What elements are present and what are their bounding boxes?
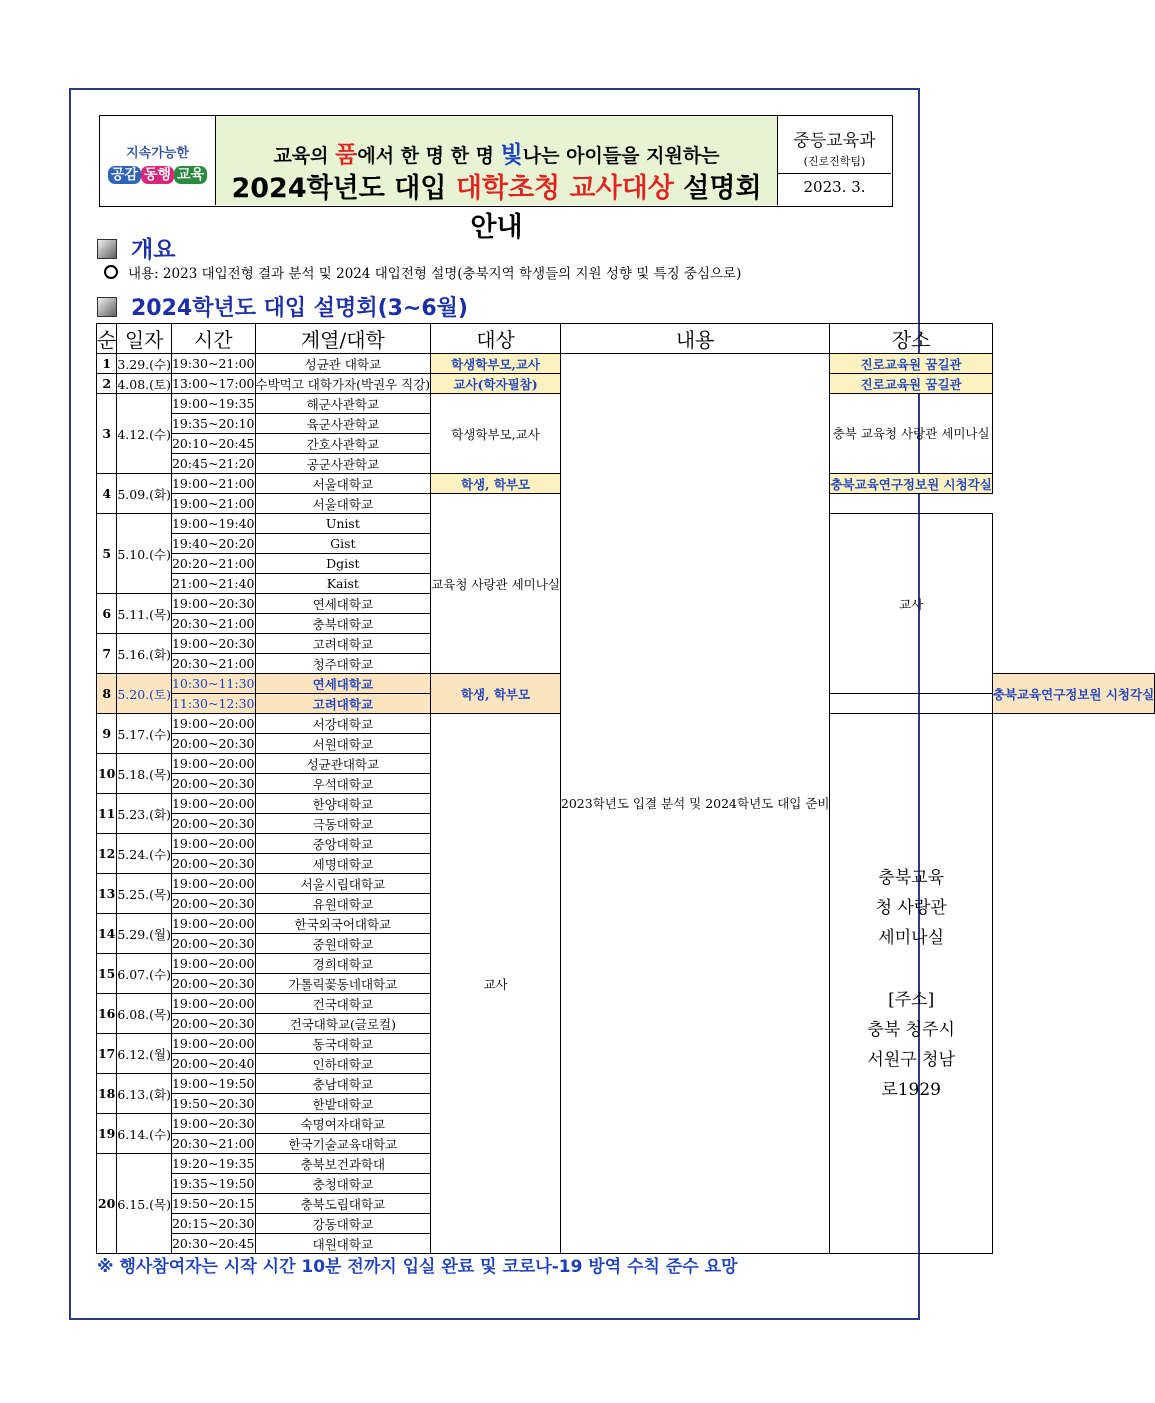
event-date: 5.25.(목) [117,874,172,914]
university-name: 충남대학교 [255,1074,431,1094]
time-slot: 11:30~12:30 [171,694,255,714]
issue-date: 2023. 3. [803,178,866,196]
time-slot: 19:00~20:00 [171,714,255,734]
university-name: 건국대학교 [255,994,431,1014]
time-slot: 19:40~20:20 [171,534,255,554]
university-name: Dgist [255,554,431,574]
university-name: 유원대학교 [255,894,431,914]
row-number: 2 [97,374,117,394]
document-header [99,115,893,243]
time-slot: 20:10~20:45 [171,434,255,454]
university-name: 성균관 대학교 [255,354,431,374]
time-slot: 19:30~21:00 [171,354,255,374]
university-name: 한국기술교육대학교 [255,1134,431,1154]
heading-square-icon [97,239,117,259]
time-slot: 21:00~21:40 [171,574,255,594]
time-slot: 19:00~20:30 [171,1114,255,1134]
row-number: 4 [97,474,117,514]
university-name: 숙명여자대학교 [255,1114,431,1134]
time-slot: 19:00~21:00 [171,494,255,514]
row-number: 9 [97,714,117,754]
col-header: 대상 [431,324,561,354]
address-label: [주소] [888,989,935,1010]
time-slot: 20:30~21:00 [171,1134,255,1154]
university-name: 경희대학교 [255,954,431,974]
event-date: 6.15.(목) [117,1154,172,1254]
table-row [97,354,1155,374]
col-header: 시간 [171,324,255,354]
logo-line1: 지속가능한 [126,146,189,161]
time-slot: 10:30~11:30 [171,674,255,694]
subtitle: 교육의 품에서 한 명 한 명 빛나는 아이들을 지원하는 [273,142,720,168]
university-name: 한밭대학교 [255,1094,431,1114]
row-number: 12 [97,834,117,874]
event-date: 5.18.(목) [117,754,172,794]
event-date: 5.09.(화) [117,474,172,514]
row-number: 20 [97,1154,117,1254]
logo-word: 공감 [108,166,141,184]
university-name: 공군사관학교 [255,454,431,474]
event-date: 5.17.(수) [117,714,172,754]
university-name: 동국대학교 [255,1034,431,1054]
col-header: 장소 [830,324,992,354]
target-audience: 학생학부모,교사 [431,394,561,474]
time-slot: 19:00~19:35 [171,394,255,414]
target-audience: 교사 [830,514,992,694]
row-number: 3 [97,394,117,474]
row-number: 13 [97,874,117,914]
venue-main [830,714,992,1254]
time-slot: 19:00~20:30 [171,594,255,614]
venue: 충북교육연구정보원 시청각실 [830,474,992,494]
university-name: 고려대학교 [255,694,431,714]
time-slot: 20:00~20:30 [171,974,255,994]
university-name: 해군사관학교 [255,394,431,414]
overview-heading: 개요 [97,231,175,264]
time-slot: 19:00~20:00 [171,794,255,814]
venue: 충북교육연구정보원 시청각실 [992,674,1154,714]
university-name: 충북대학교 [255,614,431,634]
row-number: 5 [97,514,117,594]
time-slot: 19:00~19:50 [171,1074,255,1094]
target-audience: 교사(학자필참) [431,374,561,394]
university-name: 서울시립대학교 [255,874,431,894]
time-slot: 19:00~20:00 [171,914,255,934]
time-slot: 20:30~21:00 [171,614,255,634]
row-number: 19 [97,1114,117,1154]
logo-words [100,164,215,184]
event-date: 5.24.(수) [117,834,172,874]
row-number: 10 [97,754,117,794]
university-name: 충북보건과학대 [255,1154,431,1174]
logo-word: 교육 [174,166,207,184]
time-slot: 19:20~19:35 [171,1154,255,1174]
time-slot: 19:50~20:30 [171,1094,255,1114]
time-slot: 19:00~20:30 [171,634,255,654]
university-name: 가톨릭꽃동네대학교 [255,974,431,994]
schedule-heading: 2024학년도 대입 설명회(3~6월) [97,291,468,322]
target-audience: 학생, 학부모 [431,474,561,494]
university-name: Unist [255,514,431,534]
row-number: 7 [97,634,117,674]
university-name: 세명대학교 [255,854,431,874]
university-name: 청주대학교 [255,654,431,674]
notice: ※ 행사참여자는 시작 시간 10분 전까지 입실 완료 및 코로나-19 방역 수칙 준수 요망 [97,1257,738,1277]
col-header: 일자 [117,324,172,354]
university-name: 우석대학교 [255,774,431,794]
event-date: 6.08.(목) [117,994,172,1034]
row-number: 8 [97,674,117,714]
event-date: 5.11.(목) [117,594,172,634]
university-name: 대원대학교 [255,1234,431,1254]
university-name: 고려대학교 [255,634,431,654]
event-date: 5.16.(화) [117,634,172,674]
time-slot: 19:00~20:00 [171,834,255,854]
time-slot: 20:15~20:30 [171,1214,255,1234]
time-slot: 20:00~20:30 [171,814,255,834]
event-date: 5.29.(월) [117,914,172,954]
university-name: 강동대학교 [255,1214,431,1234]
row-number: 1 [97,354,117,374]
university-name: 서울대학교 [255,474,431,494]
university-name: 서원대학교 [255,734,431,754]
time-slot: 19:00~20:00 [171,1034,255,1054]
row-number: 17 [97,1034,117,1074]
university-name: 성균관대학교 [255,754,431,774]
university-name: 수박먹고 대학가자(박권우 직강) [255,374,431,394]
target-audience: 학생, 학부모 [431,674,561,714]
venue-name: 충북교육청 사랑관 세미나실 [875,867,947,948]
time-slot: 19:00~20:00 [171,754,255,774]
time-slot: 19:00~20:00 [171,874,255,894]
event-date: 3.29.(수) [117,354,172,374]
time-slot: 19:00~20:00 [171,994,255,1014]
university-name: 한양대학교 [255,794,431,814]
target-audience: 교사 [431,714,561,1254]
schedule-table [96,323,1155,1254]
time-slot: 20:00~20:40 [171,1054,255,1074]
event-date: 6.12.(월) [117,1034,172,1074]
row-number: 6 [97,594,117,634]
time-slot: 19:35~20:10 [171,414,255,434]
university-name: 서강대학교 [255,714,431,734]
university-name: 충북도립대학교 [255,1194,431,1214]
venue: 진로교육원 꿈길관 [830,354,992,374]
time-slot: 20:00~20:30 [171,934,255,954]
overview-bullet: 내용: 2023 대입전형 결과 분석 및 2024 대입전형 설명(충북지역 학생들의 지원 성향 및 특징 중심으로) [104,262,741,282]
issuer-block [778,116,891,205]
university-name: Gist [255,534,431,554]
time-slot: 20:30~21:00 [171,654,255,674]
event-date: 5.23.(화) [117,794,172,834]
event-date: 6.07.(수) [117,954,172,994]
time-slot: 20:45~21:20 [171,454,255,474]
logo-word: 동행 [141,166,174,184]
time-slot: 13:00~17:00 [171,374,255,394]
event-date: 4.08.(토) [117,374,172,394]
heading-square-icon [97,297,117,317]
time-slot: 20:00~20:30 [171,894,255,914]
event-date: 4.12.(수) [117,394,172,474]
time-slot: 20:00~20:30 [171,774,255,794]
department: 중등교육과 (진로진학팀) [778,116,891,174]
content-description: 2023학년도 입결 분석 및 2024학년도 대입 준비 [560,354,830,1254]
venue: 교육청 사랑관 세미나실 [431,494,561,674]
university-name: 인하대학교 [255,1054,431,1074]
bullet-circle-icon [104,265,118,279]
university-name: 한국외국어대학교 [255,914,431,934]
row-number: 14 [97,914,117,954]
university-name: 충청대학교 [255,1174,431,1194]
time-slot: 19:00~20:00 [171,954,255,974]
university-name: 육군사관학교 [255,414,431,434]
row-number: 16 [97,994,117,1034]
university-name: 중앙대학교 [255,834,431,854]
row-number: 18 [97,1074,117,1114]
row-number: 15 [97,954,117,994]
university-name: 극동대학교 [255,814,431,834]
table-header-row [97,324,1155,354]
col-header: 계열/대학 [255,324,431,354]
event-date: 5.20.(토) [117,674,172,714]
time-slot: 20:00~20:30 [171,1014,255,1034]
col-header: 순 [97,324,117,354]
time-slot: 19:00~21:00 [171,474,255,494]
title-block [216,116,778,243]
target-audience: 학생학부모,교사 [431,354,561,374]
venue: 충북 교육청 사랑관 세미나실 [830,394,992,474]
university-name: Kaist [255,574,431,594]
time-slot: 19:50~20:15 [171,1194,255,1214]
university-name: 서울대학교 [255,494,431,514]
university-name: 중원대학교 [255,934,431,954]
row-number: 11 [97,794,117,834]
time-slot: 20:00~20:30 [171,734,255,754]
time-slot: 20:30~20:45 [171,1234,255,1254]
event-date: 5.10.(수) [117,514,172,594]
time-slot: 19:35~19:50 [171,1174,255,1194]
venue: 진로교육원 꿈길관 [830,374,992,394]
event-date: 6.14.(수) [117,1114,172,1154]
col-header: 내용 [560,324,830,354]
time-slot: 19:00~19:40 [171,514,255,534]
main-title: 2024학년도 대입 대학초청 교사대상 설명회 안내 [231,173,762,243]
time-slot: 20:00~20:30 [171,854,255,874]
event-date: 6.13.(화) [117,1074,172,1114]
time-slot: 20:20~21:00 [171,554,255,574]
university-name: 연세대학교 [255,674,431,694]
university-name: 연세대학교 [255,594,431,614]
slogan-logo [100,116,216,205]
university-name: 간호사관학교 [255,434,431,454]
university-name: 건국대학교(글로컬) [255,1014,431,1034]
address: 충북 청주시 서원구 청남로1929 [867,1019,955,1100]
